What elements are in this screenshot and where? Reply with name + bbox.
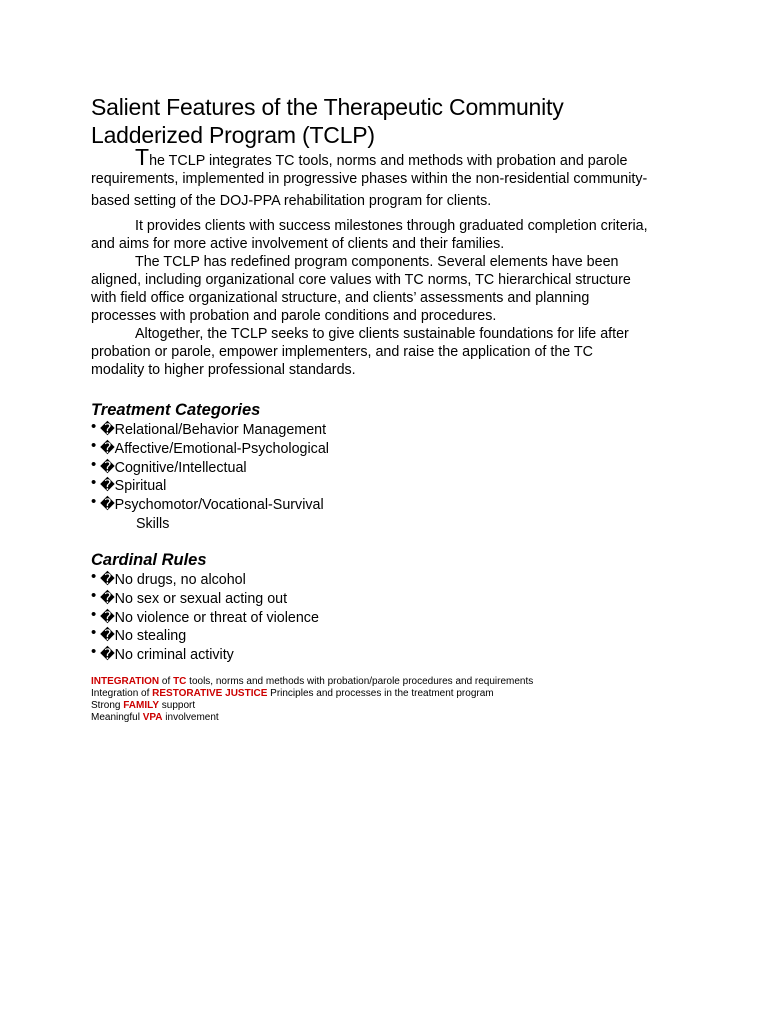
list-item (91, 605, 319, 628)
title-line-1: Salient Features of the Therapeutic Community (91, 94, 564, 120)
list-item (91, 474, 329, 496)
cardinal-rules-heading: Cardinal Rules (91, 551, 207, 569)
list-item-text: �No violence or threat of violence (100, 609, 319, 626)
list-item (91, 455, 329, 478)
footer-text: support (159, 700, 196, 711)
list-item-text: �Cognitive/Intellectual (100, 459, 247, 476)
list-item-text: �Affective/Emotional-Psychological (100, 440, 329, 457)
list-item (91, 436, 329, 459)
footer-line-restorative (91, 688, 494, 700)
title-line-2: Ladderized Program (TCLP) (91, 122, 375, 148)
list-item (91, 568, 319, 590)
footer-text: Principles and processes in the treatment program (267, 688, 494, 699)
list-item (91, 493, 329, 533)
footer-text: Meaningful (91, 712, 143, 723)
bullet-icon: • (91, 643, 97, 661)
list-item-text: �Spiritual (100, 478, 167, 495)
drop-cap: T (135, 144, 150, 170)
list-item-text: �Relational/Behavior Management (100, 422, 327, 438)
highlight-tc: TC (173, 676, 187, 687)
cardinal-rules-list (91, 568, 319, 665)
paragraph-intro-line-3: based setting of the DOJ-PPA rehabilitation program for clients. (91, 193, 492, 209)
highlight-restorative-justice: RESTORATIVE JUSTICE (152, 688, 268, 699)
paragraph-components-line-3: with field office organizational structure, and clients’ assessments and planning (91, 290, 590, 306)
treatment-categories-list (91, 418, 329, 533)
bullet-icon: • (91, 624, 97, 642)
paragraph-altogether (91, 325, 691, 379)
bullet-icon: • (91, 605, 97, 623)
list-item-text: �No drugs, no alcohol (100, 572, 246, 588)
list-item (91, 418, 329, 440)
footer-line-family (91, 700, 195, 712)
paragraph-components (91, 253, 691, 325)
bullet-icon: • (91, 436, 97, 454)
bullet-icon: • (91, 568, 97, 585)
highlight-integration: INTEGRATION (91, 676, 160, 687)
paragraph-components-line-2: aligned, including organizational core values with TC norms, TC hierarchical structure (91, 272, 631, 288)
list-item-text: �Psychomotor/Vocational-Survival (100, 497, 324, 514)
highlight-vpa: VPA (142, 712, 163, 723)
paragraph-intro-line-1-text: he TCLP integrates TC tools, norms and methods with probation and parole (149, 153, 628, 169)
paragraph-altogether-line-3: modality to higher professional standards. (91, 362, 356, 378)
list-item (91, 643, 319, 665)
paragraph-components-line-4: processes with probation and parole conditions and procedures. (91, 308, 497, 324)
list-item (91, 624, 319, 646)
treatment-categories-heading: Treatment Categories (91, 401, 261, 419)
paragraph-intro-line-1 (91, 144, 691, 170)
footer-line-integration (91, 676, 533, 688)
paragraph-milestones-line-2: and aims for more active involvement of clients and their families. (91, 236, 505, 252)
list-item-text: �No criminal activity (100, 647, 234, 664)
list-item-text: �No sex or sexual acting out (100, 590, 288, 607)
bullet-icon: • (91, 418, 97, 435)
bullet-icon: • (91, 586, 97, 604)
footer-text: tools, norms and methods with probation/parole procedures and requirements (186, 676, 534, 687)
paragraph-intro-line-2: requirements, implemented in progressive phases within the non-residential community- (91, 171, 648, 187)
bullet-icon: • (91, 493, 97, 511)
page-title (91, 93, 691, 149)
paragraph-altogether-line-2: probation or parole, empower implementers, and raise the application of the TC (91, 344, 593, 360)
footer-line-vpa (91, 712, 219, 724)
footer-text: of (159, 676, 174, 687)
paragraph-milestones-line-1: It provides clients with success milestones through graduated completion criteria, (135, 218, 648, 234)
footer-text: Strong (91, 700, 124, 711)
highlight-family: FAMILY (123, 700, 159, 711)
paragraph-milestones (91, 217, 691, 253)
paragraph-intro (91, 144, 691, 210)
list-item-text: �No stealing (100, 628, 187, 645)
list-item-continuation: Skills (136, 515, 170, 532)
list-item (91, 586, 319, 609)
paragraph-components-line-1: The TCLP has redefined program components. Several elements have been (135, 254, 619, 270)
footer-text: Integration of (91, 688, 153, 699)
bullet-icon: • (91, 455, 97, 473)
footer-text: involvement (162, 712, 219, 723)
bullet-icon: • (91, 474, 97, 492)
paragraph-altogether-line-1: Altogether, the TCLP seeks to give clients sustainable foundations for life after (135, 326, 629, 342)
